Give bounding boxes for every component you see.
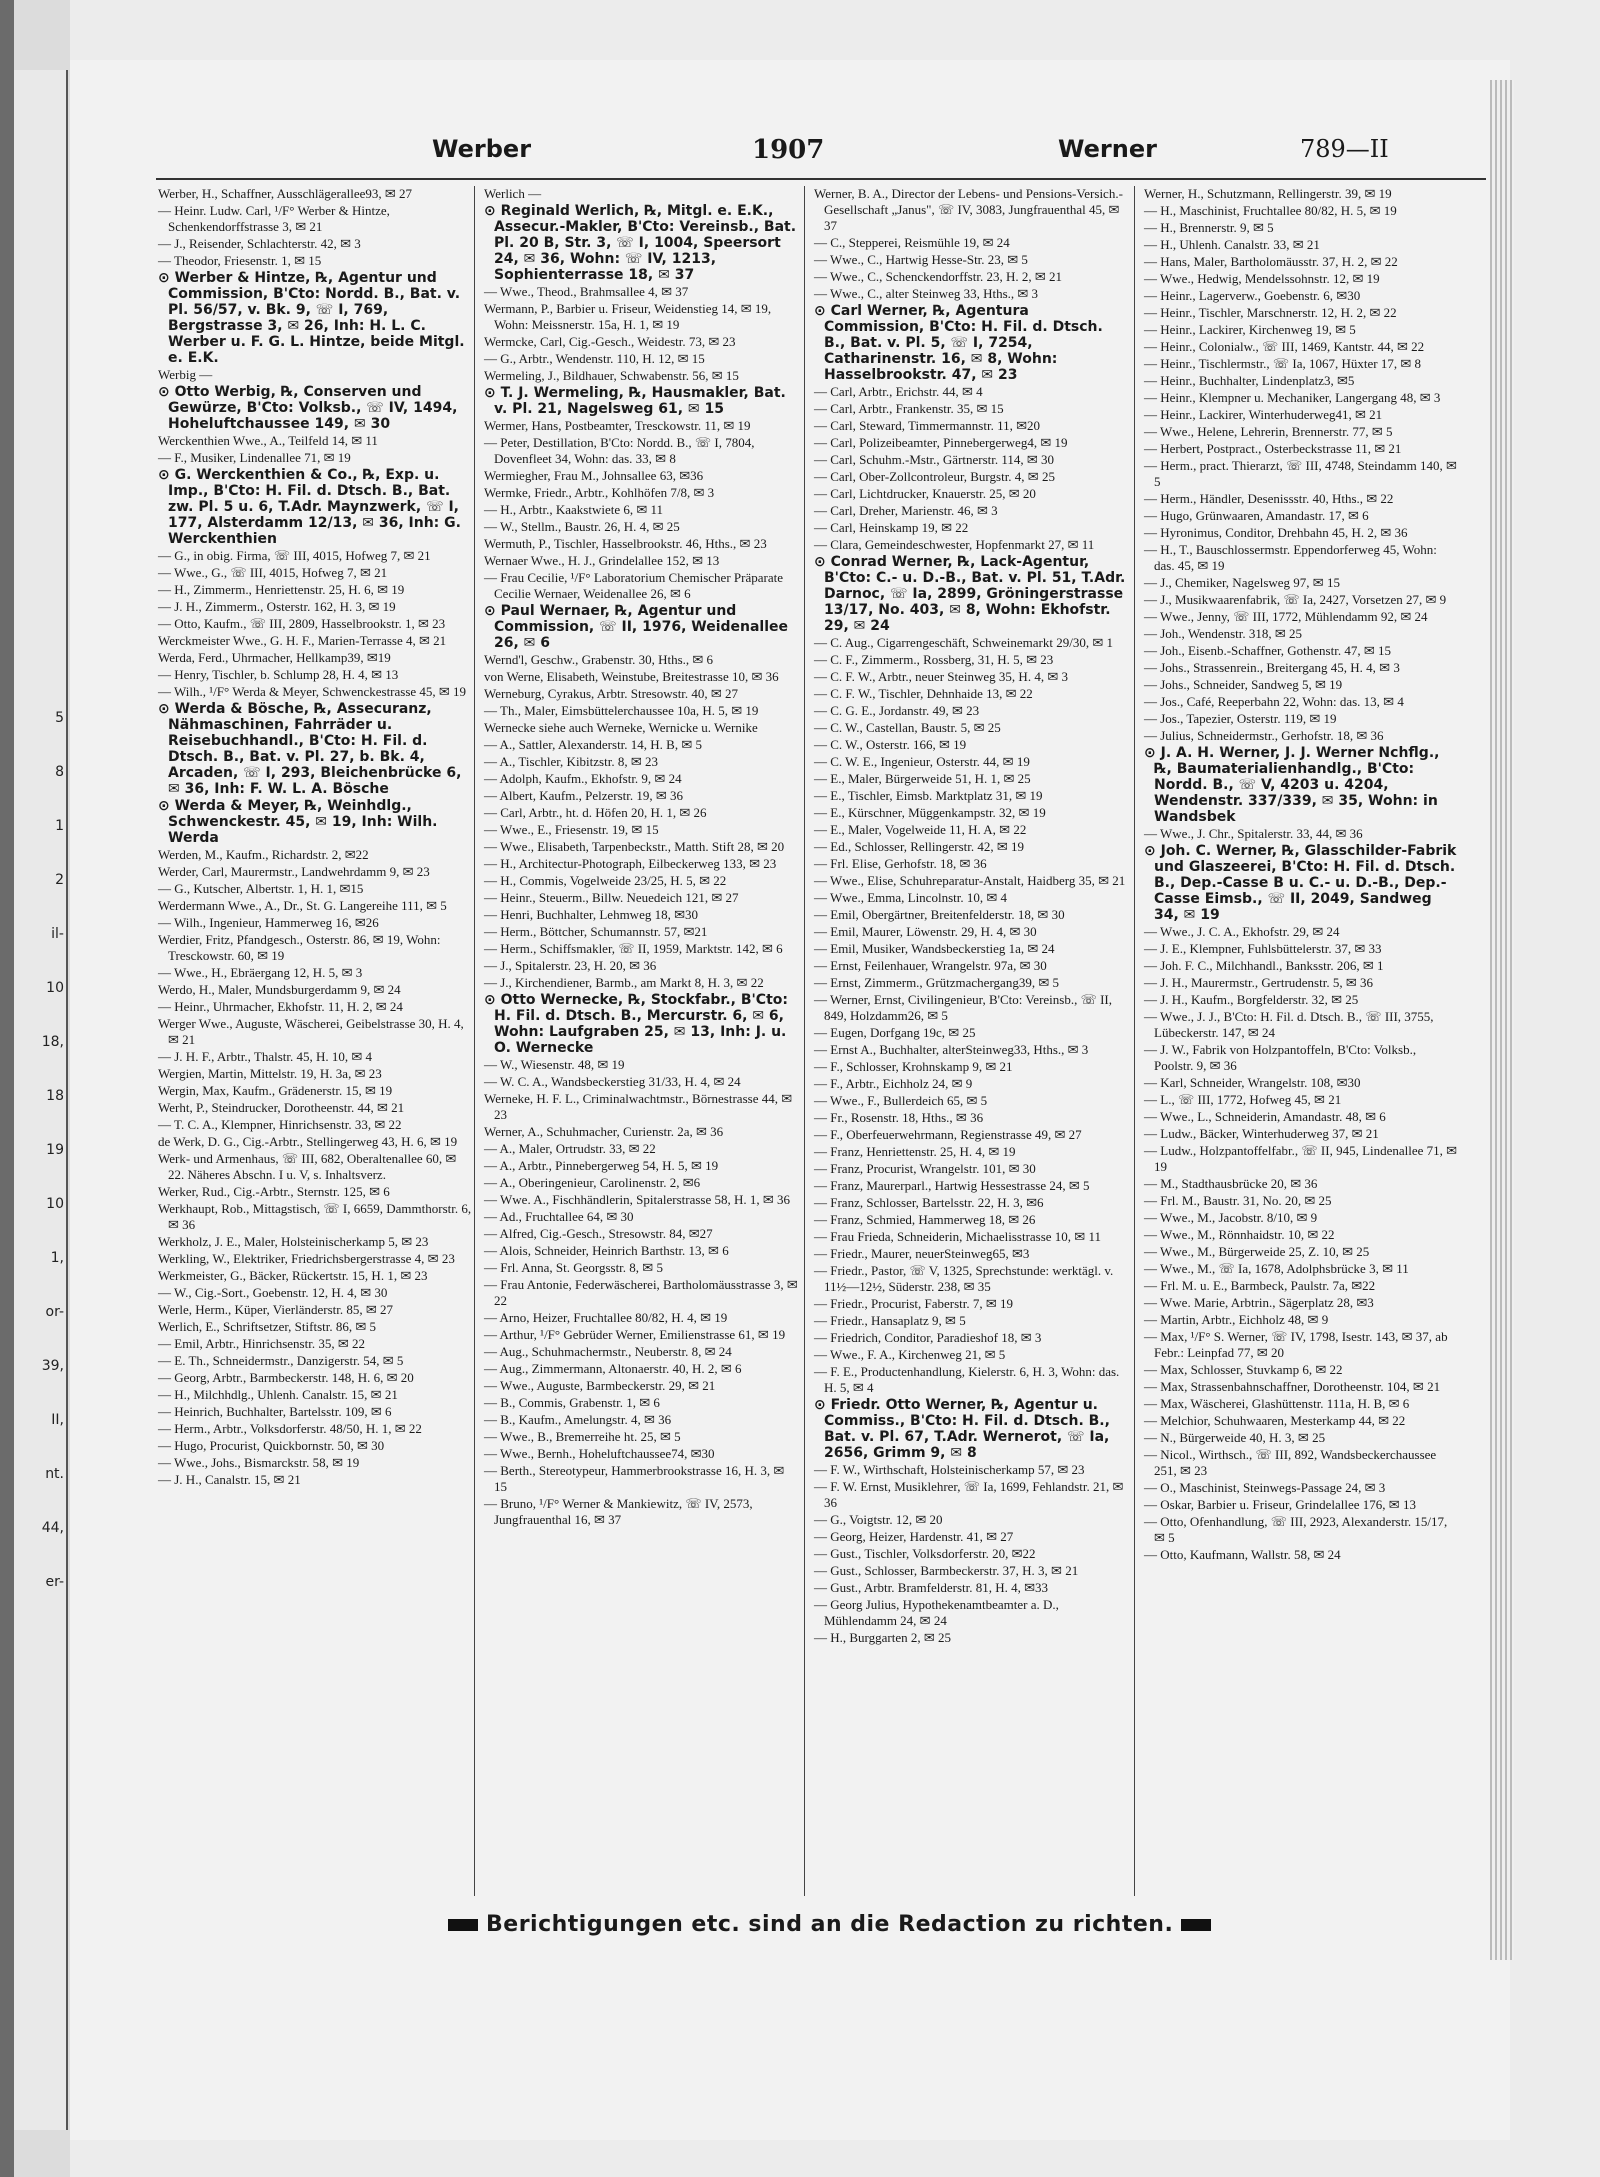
directory-entry: — Wwe., M., Rönnhaidstr. 10, ✉ 22 bbox=[1144, 1227, 1335, 1242]
directory-entry: ⊙ Otto Wernecke, ℞, Stockfabr., B'Cto: H. Fil. d. Dtsch. B., Mercurstr. 6, ✉ 6, Wohn: Laufgraben 25, ✉ 13, Inh: J. u. O. Wernecke bbox=[484, 992, 788, 1056]
directory-entry: — A., Maler, Ortrudstr. 33, ✉ 22 bbox=[484, 1141, 656, 1156]
directory-entry: — J. H., Canalstr. 15, ✉ 21 bbox=[158, 1472, 301, 1487]
directory-entry: — Hugo, Procurist, Quickbornstr. 50, ✉ 30 bbox=[158, 1438, 385, 1453]
directory-entry: — Franz, Maurerparl., Hartwig Hessestrasse 24, ✉ 5 bbox=[814, 1178, 1090, 1193]
directory-entry: — A., Tischler, Kibitzstr. 8, ✉ 23 bbox=[484, 754, 658, 769]
directory-entry: — C. W., Osterstr. 166, ✉ 19 bbox=[814, 737, 967, 752]
directory-entry: — Wwe. A., Fischhändlerin, Spitalerstrasse 58, H. 1, ✉ 36 bbox=[484, 1192, 791, 1207]
directory-entry: — Wwe., Elise, Schuhreparatur-Anstalt, Haidberg 35, ✉ 21 bbox=[814, 873, 1126, 888]
directory-entry: — Hyronimus, Conditor, Drehbahn 45, H. 2, ✉ 36 bbox=[1144, 525, 1408, 540]
directory-entry: — F. E., Productenhandlung, Kielerstr. 6, H. 3, Wohn: das. H. 5, ✉ 4 bbox=[814, 1364, 1120, 1395]
facing-page-text: 39, bbox=[41, 1358, 64, 1374]
directory-entry: — Heinr., Colonialw., ☏ III, 1469, Kantstr. 44, ✉ 22 bbox=[1144, 339, 1425, 354]
directory-entry: — Wwe., C., Hartwig Hesse-Str. 23, ✉ 5 bbox=[814, 252, 1028, 267]
directory-entry: — Friedr., Procurist, Faberstr. 7, ✉ 19 bbox=[814, 1296, 1014, 1311]
directory-entry: von Werne, Elisabeth, Weinstube, Breitestrasse 10, ✉ 36 bbox=[484, 669, 779, 684]
header-year: 1907 bbox=[752, 135, 825, 165]
directory-entry: — Wwe., C., alter Steinweg 33, Hths., ✉ 3 bbox=[814, 286, 1039, 301]
directory-entry: Werckmeister Wwe., G. H. F., Marien-Terrasse 4, ✉ 21 bbox=[158, 633, 447, 648]
facing-page-text: il- bbox=[51, 926, 64, 942]
directory-entry: — H., Milchhdlg., Uhlenh. Canalstr. 15, ✉ 21 bbox=[158, 1387, 398, 1402]
directory-entry: — L., ☏ III, 1772, Hofweg 45, ✉ 21 bbox=[1144, 1092, 1342, 1107]
directory-entry: — A., Arbtr., Pinnebergerweg 54, H. 5, ✉ 19 bbox=[484, 1158, 719, 1173]
directory-entry: — B., Commis, Grabenstr. 1, ✉ 6 bbox=[484, 1395, 660, 1410]
directory-entry: ⊙ Reginald Werlich, ℞, Mitgl. e. E.K., Assecur.-Makler, B'Cto: Vereinsb., Bat. Pl. 20 B, Str. 3, ☏ I, 1004, Speersort 24, ✉ 36, Wohn: ☏ IV, 1213, Sophienterrasse 18, ✉ 37 bbox=[484, 203, 797, 283]
directory-entry: — Werner, Ernst, Civilingenieur, B'Cto: Vereinsb., ☏ II, 849, Holzdamm26, ✉ 5 bbox=[814, 992, 1113, 1023]
directory-entry: — Wwe., M., Jacobstr. 8/10, ✉ 9 bbox=[1144, 1210, 1318, 1225]
directory-entry: — C. G. E., Jordanstr. 49, ✉ 23 bbox=[814, 703, 980, 718]
directory-columns bbox=[156, 186, 1486, 1896]
directory-entry: — Aug., Zimmermann, Altonaerstr. 40, H. 2, ✉ 6 bbox=[484, 1361, 742, 1376]
directory-entry: Wermeling, J., Bildhauer, Schwabenstr. 56, ✉ 15 bbox=[484, 368, 739, 383]
facing-page-text: 8 bbox=[55, 764, 64, 780]
facing-page-text: nt. bbox=[45, 1466, 64, 1482]
directory-entry: ⊙ Werda & Bösche, ℞, Assecuranz, Nähmaschinen, Fahrräder u. Reisebuchhandl., B'Cto: H. Fil. d. Dtsch. B., Bat. v. Pl. 27, b. Bk. 4, Arcaden, ☏ I, 293, Bleichenbrücke 6, ✉ 36, Inh: F. W. L. A. Bösche bbox=[158, 701, 462, 797]
directory-entry: ⊙ Werber & Hintze, ℞, Agentur und Commission, B'Cto: Nordd. B., Bat. v. Pl. 56/57, v. Bk. 9, ☏ I, 769, Bergstrasse 3, ✉ 26, Inh: H. L. C. Werber u. F. G. L. Hintze, beide Mitgl. e. E.K. bbox=[158, 270, 465, 366]
directory-entry: — Wwe., J. Chr., Spitalerstr. 33, 44, ✉ 36 bbox=[1144, 826, 1363, 841]
directory-entry: — C. F. W., Tischler, Dehnhaide 13, ✉ 22 bbox=[814, 686, 1033, 701]
directory-entry: — Heinr., Tischler, Marschnerstr. 12, H. 2, ✉ 22 bbox=[1144, 305, 1397, 320]
directory-entry: — Franz, Schlosser, Bartelsstr. 22, H. 3, ✉6 bbox=[814, 1195, 1044, 1210]
directory-entry: — Max, Strassenbahnschaffner, Dorotheenstr. 104, ✉ 21 bbox=[1144, 1379, 1441, 1394]
directory-entry: — Wwe., B., Bremerreihe ht. 25, ✉ 5 bbox=[484, 1429, 681, 1444]
directory-entry: — Wwe., F. A., Kirchenweg 21, ✉ 5 bbox=[814, 1347, 1006, 1362]
directory-entry: — Gust., Schlosser, Barmbeckerstr. 37, H. 3, ✉ 21 bbox=[814, 1563, 1079, 1578]
facing-page-text: 5 bbox=[55, 710, 64, 726]
directory-entry: — Jos., Tapezier, Osterstr. 119, ✉ 19 bbox=[1144, 711, 1337, 726]
directory-entry: — J., Reisender, Schlachterstr. 42, ✉ 3 bbox=[158, 236, 361, 251]
directory-entry: — F., Schlosser, Krohnskamp 9, ✉ 21 bbox=[814, 1059, 1013, 1074]
directory-entry: Werner, H., Schutzmann, Rellingerstr. 39, ✉ 19 bbox=[1144, 186, 1392, 201]
column-divider bbox=[804, 186, 805, 1896]
directory-entry: — J. W., Fabrik von Holzpantoffeln, B'Cto: Volksb., Poolstr. 9, ✉ 36 bbox=[1144, 1042, 1417, 1073]
directory-entry: — G., Kutscher, Albertstr. 1, H. 1, ✉15 bbox=[158, 881, 364, 896]
directory-entry: Werbig — bbox=[158, 367, 213, 382]
directory-entry: — Herm., Arbtr., Volksdorferstr. 48/50, H. 1, ✉ 22 bbox=[158, 1421, 422, 1436]
directory-entry: — F. W. Ernst, Musiklehrer, ☏ Ia, 1699, Fehlandstr. 21, ✉ 36 bbox=[814, 1479, 1124, 1510]
directory-entry: — Wwe., Theod., Brahmsallee 4, ✉ 37 bbox=[484, 284, 689, 299]
directory-entry: — J., Spitalerstr. 23, H. 20, ✉ 36 bbox=[484, 958, 657, 973]
directory-entry: — Friedrich, Conditor, Paradieshof 18, ✉ 3 bbox=[814, 1330, 1042, 1345]
directory-entry: Werneburg, Cyrakus, Arbtr. Stresowstr. 40, ✉ 27 bbox=[484, 686, 739, 701]
directory-entry: — J. H., Kaufm., Borgfelderstr. 32, ✉ 25 bbox=[1144, 992, 1359, 1007]
directory-entry: — Henri, Buchhalter, Lehmweg 18, ✉30 bbox=[484, 907, 698, 922]
directory-entry: — J. H., Maurermstr., Gertrudenstr. 5, ✉ 36 bbox=[1144, 975, 1373, 990]
footer-notice bbox=[440, 1912, 1219, 1937]
directory-entry: — Frl. M. u. E., Barmbeck, Paulstr. 7a, ✉22 bbox=[1144, 1278, 1376, 1293]
directory-entry: — Otto, Kaufm., ☏ III, 2809, Hasselbrookstr. 1, ✉ 23 bbox=[158, 616, 446, 631]
directory-entry: Wermiegher, Frau M., Johnsallee 63, ✉36 bbox=[484, 468, 704, 483]
directory-entry: — Heinr., Steuerm., Billw. Neuedeich 121, ✉ 27 bbox=[484, 890, 739, 905]
directory-entry: — J. H., Zimmerm., Osterstr. 162, H. 3, ✉ 19 bbox=[158, 599, 396, 614]
directory-entry: — W. C. A., Wandsbeckerstieg 31/33, H. 4, ✉ 24 bbox=[484, 1074, 741, 1089]
directory-entry: — Wilh., ¹/F° Werda & Meyer, Schwenckestrasse 45, ✉ 19 bbox=[158, 684, 467, 699]
directory-entry: — Max, Schlosser, Stuvkamp 6, ✉ 22 bbox=[1144, 1362, 1343, 1377]
directory-entry: Werkmeister, G., Bäcker, Rückertstr. 15, H. 1, ✉ 23 bbox=[158, 1268, 428, 1283]
directory-entry: — Joh., Wendenstr. 318, ✉ 25 bbox=[1144, 626, 1303, 641]
directory-entry: Werht, P., Steindrucker, Dorotheenstr. 44, ✉ 21 bbox=[158, 1100, 405, 1115]
directory-entry: — F., Musiker, Lindenallee 71, ✉ 19 bbox=[158, 450, 351, 465]
directory-entry: — W., Cig.-Sort., Goebenstr. 12, H. 4, ✉ 30 bbox=[158, 1285, 388, 1300]
column-divider bbox=[1134, 186, 1135, 1896]
directory-entry: — Otto, Ofenhandlung, ☏ III, 2923, Alexanderstr. 15/17, ✉ 5 bbox=[1144, 1514, 1448, 1545]
directory-entry: ⊙ G. Werckenthien & Co., ℞, Exp. u. Imp., B'Cto: H. Fil. d. Dtsch. B., Bat. zw. Pl. 5 u. 6, T.Adr. Maynzwerk, ☏ I, 177, Alsterdamm 12/13, ✉ 36, Inh: G. Werckenthien bbox=[158, 467, 461, 547]
directory-entry: — Heinr., Uhrmacher, Ekhofstr. 11, H. 2, ✉ 24 bbox=[158, 999, 403, 1014]
binding-shadow bbox=[0, 0, 14, 2177]
directory-entry: — B., Kaufm., Amelungstr. 4, ✉ 36 bbox=[484, 1412, 672, 1427]
directory-entry: Wermcke, Carl, Cig.-Gesch., Weidestr. 73, ✉ 23 bbox=[484, 334, 736, 349]
directory-entry: Werkholz, J. E., Maler, Holsteinischerkamp 5, ✉ 23 bbox=[158, 1234, 429, 1249]
column-3 bbox=[812, 186, 1128, 1896]
directory-entry: — Hans, Maler, Bartholomäusstr. 37, H. 2, ✉ 22 bbox=[1144, 254, 1398, 269]
directory-entry: — N., Bürgerweide 40, H. 3, ✉ 25 bbox=[1144, 1430, 1326, 1445]
directory-entry: — Arno, Heizer, Fruchtallee 80/82, H. 4, ✉ 19 bbox=[484, 1310, 728, 1325]
facing-page-text: 44, bbox=[41, 1520, 64, 1536]
directory-entry: — Wwe., M., ☏ Ia, 1678, Adolphsbrücke 3, ✉ 11 bbox=[1144, 1261, 1409, 1276]
directory-entry: — G., Arbtr., Wendenstr. 110, H. 12, ✉ 15 bbox=[484, 351, 705, 366]
directory-entry: — Franz, Procurist, Wrangelstr. 101, ✉ 30 bbox=[814, 1161, 1036, 1176]
facing-page-text: 10 bbox=[46, 980, 64, 996]
directory-entry: de Werk, D. G., Cig.-Arbtr., Stellingerweg 43, H. 6, ✉ 19 bbox=[158, 1134, 458, 1149]
directory-entry: — Herm., Böttcher, Schumannstr. 57, ✉21 bbox=[484, 924, 708, 939]
directory-entry: — C. W. E., Ingenieur, Osterstr. 44, ✉ 19 bbox=[814, 754, 1030, 769]
facing-page-text: 18, bbox=[41, 1034, 64, 1050]
directory-entry: — Heinr., Lackirer, Kirchenweg 19, ✉ 5 bbox=[1144, 322, 1356, 337]
directory-entry: — Carl, Heinskamp 19, ✉ 22 bbox=[814, 520, 969, 535]
directory-entry: — Wwe., Bernh., Hoheluftchaussee74, ✉30 bbox=[484, 1446, 715, 1461]
page-number: 789—II bbox=[1300, 135, 1389, 163]
directory-entry: — Th., Maler, Eimsbüttelerchaussee 10a, H. 5, ✉ 19 bbox=[484, 703, 759, 718]
directory-entry: — A., Oberingenieur, Carolinenstr. 2, ✉6 bbox=[484, 1175, 701, 1190]
directory-entry: — J., Chemiker, Nagelsweg 97, ✉ 15 bbox=[1144, 575, 1340, 590]
directory-entry: — J., Musikwaarenfabrik, ☏ Ia, 2427, Vorsetzen 27, ✉ 9 bbox=[1144, 592, 1447, 607]
directory-entry: — Adolph, Kaufm., Ekhofstr. 9, ✉ 24 bbox=[484, 771, 682, 786]
directory-entry: Werner, A., Schuhmacher, Curienstr. 2a, ✉ 36 bbox=[484, 1124, 724, 1139]
directory-entry: Wermer, Hans, Postbeamter, Tresckowstr. 11, ✉ 19 bbox=[484, 418, 751, 433]
facing-page-edge bbox=[14, 70, 68, 2130]
directory-entry: — H., Maschinist, Fruchtallee 80/82, H. 5, ✉ 19 bbox=[1144, 203, 1397, 218]
directory-entry: — Wilh., Ingenieur, Hammerweg 16, ✉26 bbox=[158, 915, 379, 930]
directory-entry: — Friedr., Maurer, neuerSteinweg65, ✉3 bbox=[814, 1246, 1030, 1261]
directory-entry: — Wwe., Emma, Lincolnstr. 10, ✉ 4 bbox=[814, 890, 1007, 905]
directory-entry: — H., Commis, Vogelweide 23/25, H. 5, ✉ 22 bbox=[484, 873, 727, 888]
directory-entry: ⊙ Paul Wernaer, ℞, Agentur und Commission, ☏ II, 1976, Weidenallee 26, ✉ 6 bbox=[484, 603, 789, 651]
directory-entry: Wermke, Friedr., Arbtr., Kohlhöfen 7/8, ✉ 3 bbox=[484, 485, 715, 500]
directory-entry: — Herm., Händler, Desenissstr. 40, Hths., ✉ 22 bbox=[1144, 491, 1394, 506]
directory-entry: — Georg Julius, Hypothekenamtbeamter a. D., Mühlendamm 24, ✉ 24 bbox=[814, 1597, 1059, 1628]
directory-entry: — Heinr. Ludw. Carl, ¹/F° Werber & Hintze, Schenkendorffstrasse 3, ✉ 21 bbox=[158, 203, 390, 234]
directory-entry: — G., in obig. Firma, ☏ III, 4015, Hofweg 7, ✉ 21 bbox=[158, 548, 431, 563]
directory-entry: — Peter, Destillation, B'Cto: Nordd. B., ☏ I, 7804, Dovenfleet 34, Wohn: das. 33, ✉ 8 bbox=[484, 435, 755, 466]
facing-page-text: 10 bbox=[46, 1196, 64, 1212]
directory-entry: — Theodor, Friesenstr. 1, ✉ 15 bbox=[158, 253, 322, 268]
directory-entry: Werber, H., Schaffner, Ausschlägerallee93, ✉ 27 bbox=[158, 186, 413, 201]
directory-entry: Werneke, H. F. L., Criminalwachtmstr., Börnestrasse 44, ✉ 23 bbox=[484, 1091, 793, 1122]
directory-entry: Werdermann Wwe., A., Dr., St. G. Langereihe 111, ✉ 5 bbox=[158, 898, 447, 913]
directory-entry: — Frl. Anna, St. Georgsstr. 8, ✉ 5 bbox=[484, 1260, 663, 1275]
directory-entry: — Eugen, Dorfgang 19c, ✉ 25 bbox=[814, 1025, 976, 1040]
directory-entry: — Johs., Strassenrein., Breitergang 45, H. 4, ✉ 3 bbox=[1144, 660, 1400, 675]
directory-entry: — Wwe., G., ☏ III, 4015, Hofweg 7, ✉ 21 bbox=[158, 565, 388, 580]
directory-entry: — Alfred, Cig.-Gesch., Stresowstr. 84, ✉27 bbox=[484, 1226, 713, 1241]
directory-entry: — Franz, Henriettenstr. 25, H. 4, ✉ 19 bbox=[814, 1144, 1016, 1159]
directory-entry: — Gust., Tischler, Volksdorferstr. 20, ✉22 bbox=[814, 1546, 1036, 1561]
directory-entry: — F. W., Wirthschaft, Holsteinischerkamp 57, ✉ 23 bbox=[814, 1462, 1085, 1477]
facing-page-text: 2 bbox=[55, 872, 64, 888]
directory-entry: ⊙ Conrad Werner, ℞, Lack-Agentur, B'Cto: C.- u. D.-B., Bat. v. Pl. 51, T.Adr. Darnoc, ☏ Ia, 2899, Gröningerstrasse 13/17, No. 403, ✉ 8, Wohn: Ekhofstr. 29, ✉ 24 bbox=[814, 554, 1126, 634]
directory-entry: — Ernst, Feilenhauer, Wrangelstr. 97a, ✉ 30 bbox=[814, 958, 1047, 973]
directory-entry: — Ernst A., Buchhalter, alterSteinweg33, Hths., ✉ 3 bbox=[814, 1042, 1089, 1057]
directory-entry: — Arthur, ¹/F° Gebrüder Werner, Emilienstrasse 61, ✉ 19 bbox=[484, 1327, 786, 1342]
directory-entry: — C. F. W., Arbtr., neuer Steinweg 35, H. 4, ✉ 3 bbox=[814, 669, 1068, 684]
directory-entry: Werlich, E., Schriftsetzer, Stiftstr. 86, ✉ 5 bbox=[158, 1319, 377, 1334]
directory-entry: Werle, Herm., Küper, Vierländerstr. 85, ✉ 27 bbox=[158, 1302, 394, 1317]
directory-entry: — Nicol., Wirthsch., ☏ III, 892, Wandsbeckerchaussee 251, ✉ 23 bbox=[1144, 1447, 1437, 1478]
directory-entry: — Emil, Obergärtner, Breitenfelderstr. 18, ✉ 30 bbox=[814, 907, 1065, 922]
directory-entry: — E. Th., Schneidermstr., Danzigerstr. 54, ✉ 5 bbox=[158, 1353, 404, 1368]
directory-entry: — Wwe. Marie, Arbtrin., Sägerplatz 28, ✉3 bbox=[1144, 1295, 1374, 1310]
facing-page-text: 18 bbox=[46, 1088, 64, 1104]
directory-entry: Werdo, H., Maler, Mundsburgerdamm 9, ✉ 24 bbox=[158, 982, 401, 997]
directory-entry: — W., Wiesenstr. 48, ✉ 19 bbox=[484, 1057, 625, 1072]
directory-entry: — A., Sattler, Alexanderstr. 14, H. B, ✉ 5 bbox=[484, 737, 702, 752]
directory-entry: — C. Aug., Cigarrengeschäft, Schweinemarkt 29/30, ✉ 1 bbox=[814, 635, 1113, 650]
directory-entry: — Martin, Arbtr., Eichholz 48, ✉ 9 bbox=[1144, 1312, 1329, 1327]
directory-entry: — Carl, Ober-Zollcontroleur, Burgstr. 4, ✉ 25 bbox=[814, 469, 1055, 484]
directory-entry: — G., Voigtstr. 12, ✉ 20 bbox=[814, 1512, 943, 1527]
directory-entry: — E., Kürschner, Müggenkampstr. 32, ✉ 19 bbox=[814, 805, 1046, 820]
header-last-name: Werner bbox=[1058, 135, 1157, 163]
directory-entry: — Aug., Schuhmachermstr., Neuberstr. 8, ✉ 24 bbox=[484, 1344, 732, 1359]
directory-entry: — Wwe., Hedwig, Mendelssohnstr. 12, ✉ 19 bbox=[1144, 271, 1380, 286]
directory-entry: — Georg, Arbtr., Barmbeckerstr. 148, H. 6, ✉ 20 bbox=[158, 1370, 414, 1385]
directory-entry: — F., Arbtr., Eichholz 24, ✉ 9 bbox=[814, 1076, 973, 1091]
directory-entry: — H., Brennerstr. 9, ✉ 5 bbox=[1144, 220, 1274, 235]
directory-entry: — Oskar, Barbier u. Friseur, Grindelallee 176, ✉ 13 bbox=[1144, 1497, 1416, 1512]
directory-entry: — Otto, Kaufmann, Wallstr. 58, ✉ 24 bbox=[1144, 1547, 1341, 1562]
directory-entry: — Carl, Arbtr., Erichstr. 44, ✉ 4 bbox=[814, 384, 983, 399]
directory-entry: — Carl, Arbtr., Frankenstr. 35, ✉ 15 bbox=[814, 401, 1004, 416]
facing-page-text: II, bbox=[51, 1412, 64, 1428]
directory-entry: — J. E., Klempner, Fuhlsbüttelerstr. 37, ✉ 33 bbox=[1144, 941, 1382, 956]
directory-entry: — Alois, Schneider, Heinrich Barthstr. 13, ✉ 6 bbox=[484, 1243, 729, 1258]
directory-entry: — C. W., Castellan, Baustr. 5, ✉ 25 bbox=[814, 720, 1001, 735]
directory-entry: Werkling, W., Elektriker, Friedrichsbergerstrasse 4, ✉ 23 bbox=[158, 1251, 455, 1266]
directory-entry: — Heinr., Tischlermstr., ☏ Ia, 1067, Hüxter 17, ✉ 8 bbox=[1144, 356, 1422, 371]
directory-entry: Wergien, Martin, Mittelstr. 19, H. 3a, ✉ 23 bbox=[158, 1066, 382, 1081]
directory-entry: — Melchior, Schuhwaaren, Mesterkamp 44, ✉ 22 bbox=[1144, 1413, 1406, 1428]
directory-entry: — Emil, Musiker, Wandsbeckerstieg 1a, ✉ 24 bbox=[814, 941, 1055, 956]
directory-entry: Werdier, Fritz, Pfandgesch., Osterstr. 86, ✉ 19, Wohn: Tresckowstr. 60, ✉ 19 bbox=[158, 932, 441, 963]
directory-entry: — Frau Frieda, Schneiderin, Michaelisstrasse 10, ✉ 11 bbox=[814, 1229, 1101, 1244]
directory-entry: Wergin, Max, Kaufm., Grädenerstr. 15, ✉ 19 bbox=[158, 1083, 393, 1098]
directory-entry: — Hugo, Grünwaaren, Amandastr. 17, ✉ 6 bbox=[1144, 508, 1369, 523]
directory-entry: — Carl, Dreher, Marienstr. 46, ✉ 3 bbox=[814, 503, 998, 518]
directory-entry: — Fr., Rosenstr. 18, Hths., ✉ 36 bbox=[814, 1110, 984, 1125]
directory-entry: Wermuth, P., Tischler, Hasselbrookstr. 46, Hths., ✉ 23 bbox=[484, 536, 767, 551]
directory-entry: — Wwe., J. C. A., Ekhofstr. 29, ✉ 24 bbox=[1144, 924, 1340, 939]
directory-entry: — Heinr., Lagerverw., Goebenstr. 6, ✉30 bbox=[1144, 288, 1361, 303]
directory-entry: — Johs., Schneider, Sandweg 5, ✉ 19 bbox=[1144, 677, 1343, 692]
facing-page-text: 19 bbox=[46, 1142, 64, 1158]
directory-entry: Wernd'l, Geschw., Grabenstr. 30, Hths., ✉ 6 bbox=[484, 652, 714, 667]
directory-entry: Werden, M., Kaufm., Richardstr. 2, ✉22 bbox=[158, 847, 369, 862]
directory-entry: — Karl, Schneider, Wrangelstr. 108, ✉30 bbox=[1144, 1075, 1361, 1090]
directory-entry: — Carl, Schuhm.-Mstr., Gärtnerstr. 114, ✉ 30 bbox=[814, 452, 1055, 467]
directory-entry: — H., Arbtr., Kaakstwiete 6, ✉ 11 bbox=[484, 502, 664, 517]
directory-entry: — H., Architectur-Photograph, Eilbeckerweg 133, ✉ 23 bbox=[484, 856, 777, 871]
directory-entry: ⊙ T. J. Wermeling, ℞, Hausmakler, Bat. v. Pl. 21, Nagelsweg 61, ✉ 15 bbox=[484, 385, 786, 417]
directory-entry: — Emil, Arbtr., Hinrichsenstr. 35, ✉ 22 bbox=[158, 1336, 365, 1351]
directory-entry: — Herbert, Postpract., Osterbeckstrasse 11, ✉ 21 bbox=[1144, 441, 1402, 456]
directory-entry: Wernecke siehe auch Werneke, Wernicke u. Wernike bbox=[484, 720, 758, 735]
running-header bbox=[0, 135, 1600, 175]
directory-entry: Wermann, P., Barbier u. Friseur, Weidenstieg 14, ✉ 19, Wohn: Meissnerstr. 15a, H. 1, ✉ 19 bbox=[484, 301, 772, 332]
directory-entry: — H., Zimmerm., Henriettenstr. 25, H. 6, ✉ 19 bbox=[158, 582, 405, 597]
directory-entry: — Herm., pract. Thierarzt, ☏ III, 4748, Steindamm 140, ✉ 5 bbox=[1144, 458, 1457, 489]
directory-entry: — Jos., Café, Reeperbahn 22, Wohn: das. 13, ✉ 4 bbox=[1144, 694, 1404, 709]
pointing-hand-icon bbox=[1181, 1919, 1211, 1931]
directory-entry: — J., Kirchendiener, Barmb., am Markt 8, H. 3, ✉ 22 bbox=[484, 975, 764, 990]
directory-entry: — Albert, Kaufm., Pelzerstr. 19, ✉ 36 bbox=[484, 788, 683, 803]
directory-entry: — Max, Wäscherei, Glashüttenstr. 111a, H. B, ✉ 6 bbox=[1144, 1396, 1410, 1411]
directory-entry: ⊙ Friedr. Otto Werner, ℞, Agentur u. Commiss., B'Cto: H. Fil. d. Dtsch. B., Bat. v. Pl. 67, T.Adr. Wernerot, ☏ Ia, 2656, Grimm 9, ✉ 8 bbox=[814, 1397, 1110, 1461]
directory-entry: — Wwe., Johs., Bismarckstr. 58, ✉ 19 bbox=[158, 1455, 360, 1470]
directory-entry: — O., Maschinist, Steinwegs-Passage 24, ✉ 3 bbox=[1144, 1480, 1386, 1495]
directory-entry: ⊙ Otto Werbig, ℞, Conserven und Gewürze, B'Cto: Volksb., ☏ IV, 1494, Hoheluftchaussee 149, ✉ 30 bbox=[158, 384, 458, 432]
directory-entry: — Emil, Maurer, Löwenstr. 29, H. 4, ✉ 30 bbox=[814, 924, 1037, 939]
directory-entry: Wernaer Wwe., H. J., Grindelallee 152, ✉ 13 bbox=[484, 553, 720, 568]
pointing-hand-icon bbox=[448, 1919, 478, 1931]
directory-entry: — Wwe., F., Bullerdeich 65, ✉ 5 bbox=[814, 1093, 988, 1108]
directory-entry: — Heinr., Klempner u. Mechaniker, Langergang 48, ✉ 3 bbox=[1144, 390, 1441, 405]
directory-entry: — Wwe., Jenny, ☏ III, 1772, Mühlendamm 92, ✉ 24 bbox=[1144, 609, 1428, 624]
directory-entry: — T. C. A., Klempner, Hinrichsenstr. 33, ✉ 22 bbox=[158, 1117, 402, 1132]
header-rule bbox=[156, 178, 1486, 180]
directory-entry: — Franz, Schmied, Hammerweg 18, ✉ 26 bbox=[814, 1212, 1036, 1227]
directory-entry: — C. F., Zimmerm., Rossberg, 31, H. 5, ✉ 23 bbox=[814, 652, 1054, 667]
directory-entry: — E., Maler, Bürgerweide 51, H. 1, ✉ 25 bbox=[814, 771, 1031, 786]
directory-entry: — Heinr., Lackirer, Winterhuderweg41, ✉ 21 bbox=[1144, 407, 1383, 422]
directory-entry: — Friedr., Pastor, ☏ V, 1325, Sprechstunde: werktägl. v. 11½—12½, Süderstr. 238, ✉ 35 bbox=[814, 1263, 1114, 1294]
directory-entry: — Herm., Schiffsmakler, ☏ II, 1959, Marktstr. 142, ✉ 6 bbox=[484, 941, 783, 956]
directory-entry: — Carl, Steward, Timmermannstr. 11, ✉20 bbox=[814, 418, 1040, 433]
directory-entry: — Carl, Arbtr., ht. d. Höfen 20, H. 1, ✉ 26 bbox=[484, 805, 707, 820]
directory-entry: — Ed., Schlosser, Rellingerstr. 42, ✉ 19 bbox=[814, 839, 1025, 854]
directory-entry: Werkhaupt, Rob., Mittagstisch, ☏ I, 6659, Dammthorstr. 6, ✉ 36 bbox=[158, 1201, 472, 1232]
directory-entry: — Henry, Tischler, b. Schlump 28, H. 4, ✉ 13 bbox=[158, 667, 399, 682]
directory-entry: — Bruno, ¹/F° Werner & Mankiewitz, ☏ IV, 2573, Jungfrauenthal 16, ✉ 37 bbox=[484, 1496, 753, 1527]
directory-entry: — Heinrich, Buchhalter, Bartelsstr. 109, ✉ 6 bbox=[158, 1404, 392, 1419]
directory-entry: Werger Wwe., Auguste, Wäscherei, Geibelstrasse 30, H. 4, ✉ 21 bbox=[158, 1016, 464, 1047]
directory-entry: — H., Burggarten 2, ✉ 25 bbox=[814, 1630, 952, 1645]
directory-entry: Werder, Carl, Maurermstr., Landwehrdamm 9, ✉ 23 bbox=[158, 864, 430, 879]
footer-text: Berichtigungen etc. sind an die Redaction zu richten. bbox=[486, 1912, 1174, 1937]
directory-entry: — Frau Antonie, Federwäscherei, Bartholomäusstrasse 3, ✉ 22 bbox=[484, 1277, 798, 1308]
directory-entry: — F., Oberfeuerwehrmann, Regienstrasse 49, ✉ 27 bbox=[814, 1127, 1082, 1142]
directory-entry: — Wwe., L., Schneiderin, Amandastr. 48, ✉ 6 bbox=[1144, 1109, 1386, 1124]
directory-entry: — Berth., Stereotypeur, Hammerbrookstrasse 16, H. 3, ✉ 15 bbox=[484, 1463, 785, 1494]
directory-entry: — M., Stadthausbrücke 20, ✉ 36 bbox=[1144, 1176, 1318, 1191]
column-divider bbox=[474, 186, 475, 1896]
facing-page-text: 1 bbox=[55, 818, 64, 834]
directory-entry: — Ludw., Bäcker, Winterhuderweg 37, ✉ 21 bbox=[1144, 1126, 1379, 1141]
column-2 bbox=[482, 186, 798, 1896]
directory-entry: — Wwe., J. J., B'Cto: H. Fil. d. Dtsch. B., ☏ III, 3755, Lübeckerstr. 147, ✉ 24 bbox=[1144, 1009, 1434, 1040]
directory-entry: — Joh., Eisenb.-Schaffner, Gothenstr. 47, ✉ 15 bbox=[1144, 643, 1391, 658]
directory-entry: Werner, B. A., Director der Lebens- und Pensions-Versich.-Gesellschaft „Janus", ☏ IV, 3083, Jungfrauenthal 45, ✉ 37 bbox=[814, 186, 1123, 233]
directory-entry: — C., Stepperei, Reismühle 19, ✉ 24 bbox=[814, 235, 1010, 250]
directory-entry: — Wwe., Elisabeth, Tarpenbeckstr., Matth. Stift 28, ✉ 20 bbox=[484, 839, 785, 854]
directory-entry: — Julius, Schneidermstr., Gerhofstr. 18, ✉ 36 bbox=[1144, 728, 1384, 743]
directory-entry: Werk- und Armenhaus, ☏ III, 682, Oberaltenallee 60, ✉ 22. Näheres Abschn. I u. V, s. Inhaltsverz. bbox=[158, 1151, 457, 1182]
directory-entry: — Wwe., H., Ebräergang 12, H. 5, ✉ 3 bbox=[158, 965, 363, 980]
directory-entry: ⊙ Carl Werner, ℞, Agentura Commission, B'Cto: H. Fil. d. Dtsch. B., Bat. v. Pl. 5, ☏ I, 7254, Catharinenstr. 16, ✉ 8, Wohn: Hasselbrookstr. 47, ✉ 23 bbox=[814, 303, 1103, 383]
directory-entry: — Wwe., M., Bürgerweide 25, Z. 10, ✉ 25 bbox=[1144, 1244, 1370, 1259]
directory-entry: — Joh. F. C., Milchhandl., Banksstr. 206, ✉ 1 bbox=[1144, 958, 1384, 973]
facing-page-text: er- bbox=[45, 1574, 64, 1590]
directory-entry: Werckenthien Wwe., A., Teilfeld 14, ✉ 11 bbox=[158, 433, 378, 448]
directory-entry: — Wwe., Helene, Lehrerin, Brennerstr. 77, ✉ 5 bbox=[1144, 424, 1393, 439]
directory-entry: — E., Maler, Vogelweide 11, H. A, ✉ 22 bbox=[814, 822, 1027, 837]
directory-entry: ⊙ Joh. C. Werner, ℞, Glasschilder-Fabrik und Glaszeerei, B'Cto: H. Fil. d. Dtsch. B., Dep.-Casse B u. C.- u. D.-B., Dep.-Casse Eimsb., ☏ II, 2049, Sandweg 34, ✉ 19 bbox=[1144, 843, 1457, 923]
directory-entry: — Heinr., Buchhalter, Lindenplatz3, ✉5 bbox=[1144, 373, 1355, 388]
directory-entry: — Frl. M., Baustr. 31, No. 20, ✉ 25 bbox=[1144, 1193, 1332, 1208]
column-4 bbox=[1142, 186, 1458, 1896]
directory-entry: — Ludw., Holzpantoffelfabr., ☏ II, 945, Lindenallee 71, ✉ 19 bbox=[1144, 1143, 1458, 1174]
facing-page-text: or- bbox=[45, 1304, 64, 1320]
directory-entry: — Georg, Heizer, Hardenstr. 41, ✉ 27 bbox=[814, 1529, 1014, 1544]
directory-entry: — E., Tischler, Eimsb. Marktplatz 31, ✉ 19 bbox=[814, 788, 1043, 803]
directory-entry: — Wwe., C., Schenckendorffstr. 23, H. 2, ✉ 21 bbox=[814, 269, 1062, 284]
directory-entry: ⊙ J. A. H. Werner, J. J. Werner Nchflg., ℞, Baumaterialienhandlg., B'Cto: Nordd. B., ☏ V, 4203 u. 4204, Wendenstr. 337/339, ✉ 35, Wohn: in Wandsbek bbox=[1144, 745, 1440, 825]
directory-entry: — Carl, Lichtdrucker, Knauerstr. 25, ✉ 20 bbox=[814, 486, 1036, 501]
directory-entry: — Frau Cecilie, ¹/F° Laboratorium Chemischer Präparate Cecilie Wernaer, Weidenallee 26, ✉ 6 bbox=[484, 570, 783, 601]
directory-entry: ⊙ Werda & Meyer, ℞, Weinhdlg., Schwenckestr. 45, ✉ 19, Inh: Wilh. Werda bbox=[158, 798, 438, 846]
directory-entry: — Wwe., E., Friesenstr. 19, ✉ 15 bbox=[484, 822, 659, 837]
directory-entry: — H., T., Bauschlossermstr. Eppendorferweg 45, Wohn: das. 45, ✉ 19 bbox=[1144, 542, 1437, 573]
directory-entry: Werda, Ferd., Uhrmacher, Hellkamp39, ✉19 bbox=[158, 650, 391, 665]
directory-entry: — Frl. Elise, Gerhofstr. 18, ✉ 36 bbox=[814, 856, 987, 871]
page-stack-edge bbox=[1490, 80, 1514, 1960]
directory-entry: — W., Stellm., Baustr. 26, H. 4, ✉ 25 bbox=[484, 519, 680, 534]
directory-entry: — Max, ¹/F° S. Werner, ☏ IV, 1798, Isestr. 143, ✉ 37, ab Febr.: Leinpfad 77, ✉ 20 bbox=[1144, 1329, 1448, 1360]
directory-entry: — Clara, Gemeindeschwester, Hopfenmarkt 27, ✉ 11 bbox=[814, 537, 1095, 552]
directory-entry: — Gust., Arbtr. Bramfelderstr. 81, H. 4, ✉33 bbox=[814, 1580, 1049, 1595]
column-1 bbox=[156, 186, 472, 1896]
directory-entry: — J. H. F., Arbtr., Thalstr. 45, H. 10, ✉ 4 bbox=[158, 1049, 373, 1064]
directory-entry: — Carl, Polizeibeamter, Pinnebergerweg4, ✉ 19 bbox=[814, 435, 1068, 450]
directory-entry: Werlich — bbox=[484, 186, 542, 201]
directory-entry: — Ad., Fruchtallee 64, ✉ 30 bbox=[484, 1209, 634, 1224]
header-first-name: Werber bbox=[432, 135, 532, 163]
directory-entry: — Wwe., Auguste, Barmbeckerstr. 29, ✉ 21 bbox=[484, 1378, 716, 1393]
facing-page-text: 1, bbox=[50, 1250, 64, 1266]
directory-entry: — H., Uhlenh. Canalstr. 33, ✉ 21 bbox=[1144, 237, 1320, 252]
directory-entry: — Friedr., Hansaplatz 9, ✉ 5 bbox=[814, 1313, 966, 1328]
directory-entry: — Ernst, Zimmerm., Grützmachergang39, ✉ 5 bbox=[814, 975, 1059, 990]
directory-entry: Werker, Rud., Cig.-Arbtr., Sternstr. 125, ✉ 6 bbox=[158, 1184, 390, 1199]
